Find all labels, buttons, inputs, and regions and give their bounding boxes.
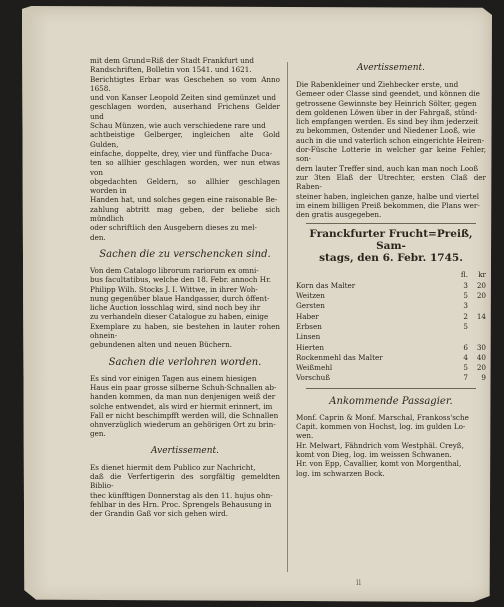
price-row <box>296 363 486 373</box>
avertissement-paragraph-left <box>90 463 280 519</box>
heading-avertissement-right: Avertissement. <box>356 63 426 73</box>
price-fl: 4 <box>463 352 468 362</box>
page-mark: ii <box>356 578 362 587</box>
text-line: Berichtigtes Erbar was Geschehen so vom Anno 1658. <box>90 74 280 93</box>
left-column <box>90 56 280 522</box>
price-row <box>296 291 486 301</box>
text-line: mit dem Grund=Riß der Stadt Frankfurt und <box>90 56 254 65</box>
text-line: daß die Verfertigerin des sorgfältig gemeldten Biblio- <box>90 471 280 491</box>
text-line: Exemplare zu haben, sie bestehen in lauter rohen ohnein- <box>90 321 280 341</box>
text-line: Die Rabenkleiner und Ziehbecker erste, und <box>296 80 459 89</box>
price-fl: 5 <box>463 363 468 373</box>
text-line: dem goldenen Löwen über in der Fahrgaß, stünd- <box>296 107 478 117</box>
text-line: den. <box>90 232 106 242</box>
intro-paragraph <box>90 56 280 242</box>
price-kr: 9 <box>481 373 486 383</box>
text-line: zu bekommen, Ostender und Niedener Looß, wie <box>296 126 476 136</box>
price-kr: 30 <box>476 342 486 352</box>
price-kr <box>468 301 486 311</box>
price-row <box>296 373 486 383</box>
text-line: gebundenen alten und neuen Büchern. <box>90 340 232 350</box>
price-kr: 20 <box>476 280 486 290</box>
text-line: Capit. kommen von Hochst, log. im gulden Lo- <box>296 422 466 432</box>
text-line: Randschriften, Bolletin von 1541. und 1621. <box>90 65 252 75</box>
price-label: Haber <box>296 311 319 321</box>
text-line: solche entwendet, als wird er hiermit erinnert, im <box>90 401 273 411</box>
price-fl <box>450 332 468 342</box>
text-line: steiner haben, ingleichen ganze, halbe und viertel <box>296 191 480 201</box>
text-line: Es dienet hiermit dem Publico zur Nachricht, <box>90 462 256 472</box>
text-line: einfache, doppelte, drey, vier und fünffache Duca- <box>90 148 273 158</box>
price-label: Weitzen <box>296 291 325 301</box>
text-line: log. im schwarzen Bock. <box>296 468 385 478</box>
price-kr: 20 <box>476 291 486 301</box>
section-rule-2 <box>306 388 476 389</box>
price-row <box>296 281 486 291</box>
text-line: auch in die und vaterlich schon eingerichte Heiren- <box>296 135 485 145</box>
text-line: wen. <box>296 431 314 441</box>
price-label: Hierten <box>296 342 325 352</box>
text-line: thec künfftigen Donnerstag als den 11. hujus ohn- <box>90 490 273 500</box>
price-kr: 20 <box>476 363 486 373</box>
heading-gifts: Sachen die zu verschencken sind. <box>99 248 271 260</box>
price-label: Korn das Malter <box>296 280 356 290</box>
text-line: Von dem Catalogo librorum rariorum ex omni- <box>90 265 259 275</box>
text-line: geschlagen worden, auserhand Frichens Gelder und <box>90 102 280 121</box>
text-line: im einem billigen Preiß bekommen, die Plans wer- <box>296 200 480 210</box>
text-line: bus facultatibus, welche den 18. Febr. annoch Hr. <box>90 275 272 285</box>
text-line: Hr. von Epp, Cavallier, komt von Morgenthal, <box>296 459 462 469</box>
lottery-paragraph <box>296 80 486 219</box>
heading-lost: Sachen die verlohren worden. <box>108 356 262 368</box>
text-line: Hr. Melwart, Fähndrich vom Westphäl. Creyß, <box>296 440 464 450</box>
text-line: Gemeer oder Classe sind geendet, und können die <box>296 89 480 99</box>
price-row <box>296 312 486 322</box>
price-kr: 14 <box>476 311 486 321</box>
text-line: nung gegenüber blaue Handgasser, durch öffent- <box>90 293 270 303</box>
price-header-fl: fl. <box>460 270 468 280</box>
price-fl: 3 <box>463 301 468 311</box>
heading-grain-prices-line2: stags, den 6. Febr. 1745. <box>319 252 463 265</box>
text-line: ohnverzüglich wiederum an gehörigen Ort zu brin- <box>90 420 276 430</box>
text-line: Es sind vor einigen Tagen aus einem hiesigen <box>90 373 257 383</box>
price-label: Gersten <box>296 301 325 311</box>
text-line: zahlung abtritt mag geben, der beliebe sich mündlich <box>90 204 280 224</box>
price-kr: 40 <box>476 352 486 362</box>
text-line: den gratis ausgegeben. <box>296 210 382 220</box>
text-line: Haus ein paar grosse silberne Schuh-Schnallen ab- <box>90 382 277 392</box>
text-line: komt von Dieg, log. im weissen Schwanen. <box>296 449 452 459</box>
price-fl: 3 <box>463 280 468 290</box>
price-fl: 2 <box>463 311 468 321</box>
price-label: Vorschuß <box>296 373 331 383</box>
gifts-paragraph <box>90 266 280 350</box>
text-line: dor-Füsche Lotterie in welcher gar keine Fehler, son- <box>296 145 486 164</box>
text-line: zur 3ten Elaß der Utrechter, ersten Claß der Raben- <box>296 172 486 192</box>
price-header-label <box>296 270 450 280</box>
text-line: achtbeistige Gelberger, ingleichen alte Gold Gulden, <box>90 130 280 149</box>
price-row <box>296 301 486 311</box>
price-row <box>296 332 486 342</box>
price-label: Weißmehl <box>296 363 333 373</box>
lost-paragraph <box>90 374 280 439</box>
text-line: Monf. Caprin & Monf. Marschal, Frankoss'sche <box>296 412 469 422</box>
price-fl: 6 <box>463 342 468 352</box>
price-fl: 7 <box>463 373 468 383</box>
text-line: Philipp Wilh. Stocks J. I. Wittwe, in ihrer Woh- <box>90 284 258 294</box>
text-line: der Grandin Gaß vor sich gehen wird. <box>90 509 229 519</box>
right-column <box>296 56 486 482</box>
price-label: Rockenmehl das Malter <box>296 352 383 362</box>
price-row <box>296 322 486 332</box>
text-line: Handen hat, und solches gegen eine raisonable Be- <box>90 195 278 205</box>
price-header-kr: kr <box>478 270 486 280</box>
text-line: handen kommen, da man nun denjenigen weiß der <box>90 392 276 402</box>
section-rule <box>306 223 476 224</box>
price-header-row <box>296 270 486 280</box>
text-line: und von Kanser Leopold Zeiten sind gemünzet und <box>90 93 276 103</box>
text-line: liche Auction losschlag wird, sind noch bey ihr <box>90 303 261 313</box>
text-line: getrossene Gewinnste bey Heinrich Sölter, gegen <box>296 98 477 108</box>
text-line: zu verhandeln dieser Catalogue zu haben, einige <box>90 312 269 322</box>
price-label: Linsen <box>296 332 321 342</box>
price-row <box>296 353 486 363</box>
text-line: obgedachten Geldern, so allhier geschlagen worden in <box>90 176 280 196</box>
text-line: fehlbar in des Hrn. Proc. Sprengels Behausung in <box>90 499 272 509</box>
passengers-paragraph <box>296 413 486 478</box>
text-line: Schau Münzen, wie auch verschiedene rare und <box>90 121 266 131</box>
text-line: Fall er nicht beschimpfft werden will, die Schnallen <box>90 410 279 420</box>
heading-grain-prices <box>296 228 486 264</box>
text-line: oder schriftlich den Ausgebern dieses zu mel- <box>90 223 257 233</box>
text-line: ten so allhier geschlagen worden, wer nun etwas von <box>90 158 280 177</box>
column-divider <box>287 62 288 572</box>
price-row <box>296 343 486 353</box>
text-line: lich empfangen werden. Es sind bey ihm jederzeit <box>296 117 479 127</box>
price-label: Erbsen <box>296 321 322 331</box>
heading-avertissement-left: Avertissement. <box>150 445 220 456</box>
heading-passengers: Ankommende Passagier. <box>329 395 453 407</box>
price-fl: 5 <box>463 321 468 331</box>
grain-price-table <box>296 270 486 383</box>
heading-grain-prices-line1: Franckfurter Frucht=Preiß, Sam- <box>309 228 473 253</box>
price-kr <box>468 332 486 342</box>
price-kr <box>468 322 486 332</box>
price-fl: 5 <box>463 291 468 301</box>
text-line: gen. <box>90 429 106 439</box>
text-line: dern lauter Treffer sind, auch kan man noch Looß <box>296 163 479 173</box>
